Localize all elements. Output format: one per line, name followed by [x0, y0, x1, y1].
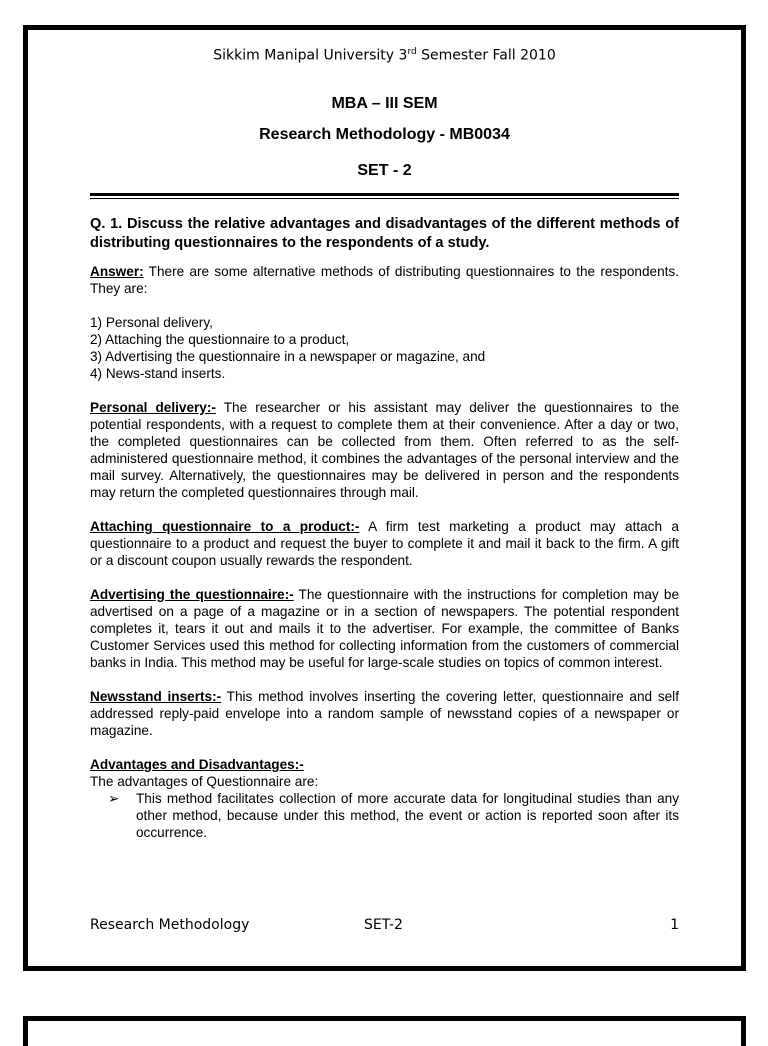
- section-heading: Newsstand inserts:-: [90, 689, 222, 704]
- section-advertising: [90, 586, 679, 671]
- question-heading: Q. 1. Discuss the relative advantages and disadvantages of the different methods of distributing questionnaires to the respondents of a study.: [90, 216, 679, 251]
- methods-list: [90, 314, 679, 382]
- bullet-text: This method facilitates collection of more accurate data for longitudinal studies than any other method, because under this method, the event or action is reported soon after its occurrence.: [136, 791, 679, 840]
- footer-center: SET-2: [364, 917, 403, 933]
- section-text: A firm test marketing a product may attach a questionnaire to a product and request the buyer to complete it and mail it back to the firm. A gift or a discount coupon usually rewards the respondent.: [90, 519, 679, 568]
- page-header: [28, 47, 741, 64]
- title-rule-thin: [90, 198, 679, 199]
- answer-label: Answer:: [90, 264, 144, 279]
- header-semester: Semester Fall 2010: [416, 47, 556, 64]
- advantages-intro: The advantages of Questionnaire are:: [90, 774, 319, 789]
- page-number: 1: [670, 917, 679, 933]
- answer-intro: There are some alternative methods of distributing questionnaires to the respondents. They are:: [90, 264, 679, 296]
- document-body: [90, 215, 679, 841]
- title-program: MBA – III SEM: [331, 95, 438, 112]
- title-subject: Research Methodology - MB0034: [259, 126, 510, 143]
- advantages-heading: Advantages and Disadvantages:-: [90, 757, 304, 772]
- answer-paragraph: [90, 263, 679, 297]
- next-page-border: [23, 1016, 746, 1046]
- section-text: The researcher or his assistant may deliver the questionnaires to the potential respondents, with a request to complete them at their convenience. After a day or two, the completed questionnaires can be collected from them. Often referred to as the self-administered questionnaire method, it combines the advantages of the personal interview and the mail survey. Alternatively, the questionnaires may be delivered in person and the respondents may return the completed questionnaires through mail.: [90, 400, 679, 500]
- section-text: The questionnaire with the instructions for completion may be advertised on a page of a magazine or in a section of newspapers. The potential respondent completes it, tears it out and mails it to the advertiser. For example, the committee of Banks Customer Services used this method for collecting information from the customers of commercial banks in India. This method may be useful for large-scale studies on topics of common interest.: [90, 587, 679, 670]
- footer-left: Research Methodology: [90, 917, 250, 933]
- list-item: [90, 790, 679, 841]
- document-page: [23, 25, 746, 971]
- section-attaching-product: [90, 518, 679, 569]
- section-text: This method involves inserting the covering letter, questionnaire and self addressed reply-paid envelope into a random sample of newsstand copies of a newspaper or magazine.: [90, 689, 679, 738]
- arrow-bullet-icon: ➢: [108, 791, 120, 806]
- header-superscript: rd: [407, 47, 417, 57]
- section-heading: Advertising the questionnaire:-: [90, 587, 294, 602]
- list-item: 3) Advertising the questionnaire in a newspaper or magazine, and: [90, 349, 486, 364]
- title-rule-thick: [90, 193, 679, 196]
- title-set: SET - 2: [357, 162, 412, 179]
- section-heading: Attaching questionnaire to a product:-: [90, 519, 360, 534]
- list-item: 1) Personal delivery,: [90, 315, 213, 330]
- advantages-section: [90, 756, 679, 841]
- header-university: Sikkim Manipal University 3: [213, 47, 408, 64]
- section-heading: Personal delivery:-: [90, 400, 216, 415]
- section-personal-delivery: [90, 399, 679, 501]
- section-newsstand: [90, 688, 679, 739]
- list-item: 4) News-stand inserts.: [90, 366, 226, 381]
- list-item: 2) Attaching the questionnaire to a product,: [90, 332, 350, 347]
